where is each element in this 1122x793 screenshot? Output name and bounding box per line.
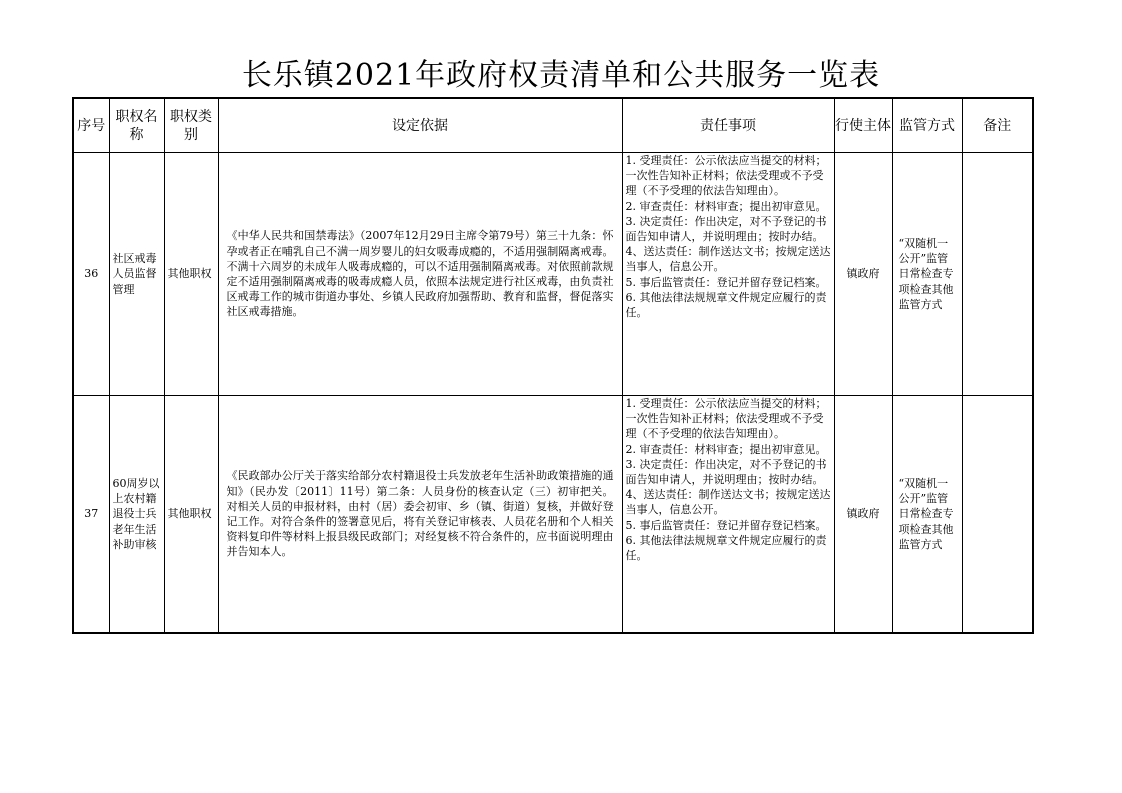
cell-supervision: “双随机一公开”监管日常检查专项检查其他监管方式 bbox=[892, 153, 962, 396]
cell-duty bbox=[622, 396, 834, 634]
cell-remark bbox=[962, 396, 1033, 634]
duty-item: 3. 决定责任：作出决定，对不予登记的书面告知申请人，并说明理由；按时办结。 bbox=[625, 214, 827, 244]
duty-item: 3. 决定责任：作出决定，对不予登记的书面告知申请人，并说明理由；按时办结。 bbox=[625, 457, 827, 487]
header-type: 职权类别 bbox=[164, 98, 218, 153]
header-remark: 备注 bbox=[962, 98, 1033, 153]
duty-item: 6. 其他法律法规规章文件规定应履行的责任。 bbox=[625, 290, 827, 320]
duty-item: 4、送达责任：制作送达文书；按规定送达当事人，信息公开。 bbox=[625, 245, 831, 274]
cell-type: 其他职权 bbox=[164, 396, 218, 634]
header-basis: 设定依据 bbox=[218, 98, 622, 153]
cell-basis: 《中华人民共和国禁毒法》（2007年12月29日主席令第79号）第三十九条：怀孕或者正在哺乳自己不满一周岁婴儿的妇女吸毒成瘾的，不适用强制隔离戒毒。不满十六周岁的未成年人吸毒成瘾的，可以不适用强制隔离戒毒。对依照前款规定不适用强制隔离戒毒的吸毒成瘾人员，依照本法规定进行社区戒毒，由负责社区戒毒工作的城市街道办事处、乡镇人民政府加强帮助、教育和监督，督促落实社区戒毒措施。 bbox=[218, 153, 622, 396]
duty-item: 1. 受理责任：公示依法应当提交的材料；一次性告知补正材料；依法受理或不予受理（不予受理的依法告知理由）。 bbox=[625, 397, 827, 441]
cell-num: 36 bbox=[73, 153, 109, 396]
duty-item: 4、送达责任：制作送达文书；按规定送达当事人，信息公开。 bbox=[625, 488, 831, 517]
cell-subject: 镇政府 bbox=[834, 153, 892, 396]
duty-item: 6. 其他法律法规规章文件规定应履行的责任。 bbox=[625, 533, 827, 563]
table-row bbox=[73, 396, 1033, 634]
duty-item: 2. 审查责任：材料审查；提出初审意见。 bbox=[625, 442, 827, 456]
header-num: 序号 bbox=[73, 98, 109, 153]
duty-item: 5. 事后监管责任：登记并留存登记档案。 bbox=[625, 275, 827, 289]
cell-subject: 镇政府 bbox=[834, 396, 892, 634]
cell-duty bbox=[622, 153, 834, 396]
duty-item: 5. 事后监管责任：登记并留存登记档案。 bbox=[625, 518, 827, 532]
page-title: 长乐镇2021年政府权责清单和公共服务一览表 bbox=[241, 58, 881, 93]
duty-item: 1. 受理责任：公示依法应当提交的材料；一次性告知补正材料；依法受理或不予受理（不予受理的依法告知理由）。 bbox=[625, 154, 827, 198]
cell-type: 其他职权 bbox=[164, 153, 218, 396]
header-name: 职权名称 bbox=[109, 98, 164, 153]
duty-item: 2. 审查责任：材料审查；提出初审意见。 bbox=[625, 199, 827, 213]
table-row bbox=[73, 153, 1033, 396]
cell-num: 37 bbox=[73, 396, 109, 634]
cell-name: 社区戒毒人员监督管理 bbox=[109, 153, 164, 396]
cell-basis: 《民政部办公厅关于落实给部分农村籍退役士兵发放老年生活补助政策措施的通知》（民办发〔2011〕11号）第二条：人员身份的核查认定（三）初审把关。对相关人员的申报材料，由村（居）委会初审、乡（镇、街道）复核，并做好登记工作。对符合条件的签署意见后，将有关登记审核表、人员花名册和个人相关资料复印件等材料上报县级民政部门；对经复核不符合条件的，应书面说明理由并告知本人。 bbox=[218, 396, 622, 634]
cell-remark bbox=[962, 153, 1033, 396]
header-duty: 责任事项 bbox=[622, 98, 834, 153]
cell-name: 60周岁以上农村籍退役士兵老年生活补助审核 bbox=[109, 396, 164, 634]
header-subject: 行使主体 bbox=[834, 98, 892, 153]
cell-supervision: “双随机一公开”监管日常检查专项检查其他监管方式 bbox=[892, 396, 962, 634]
header-row bbox=[73, 98, 1033, 153]
power-list-table bbox=[72, 97, 1034, 634]
header-supervision: 监管方式 bbox=[892, 98, 962, 153]
